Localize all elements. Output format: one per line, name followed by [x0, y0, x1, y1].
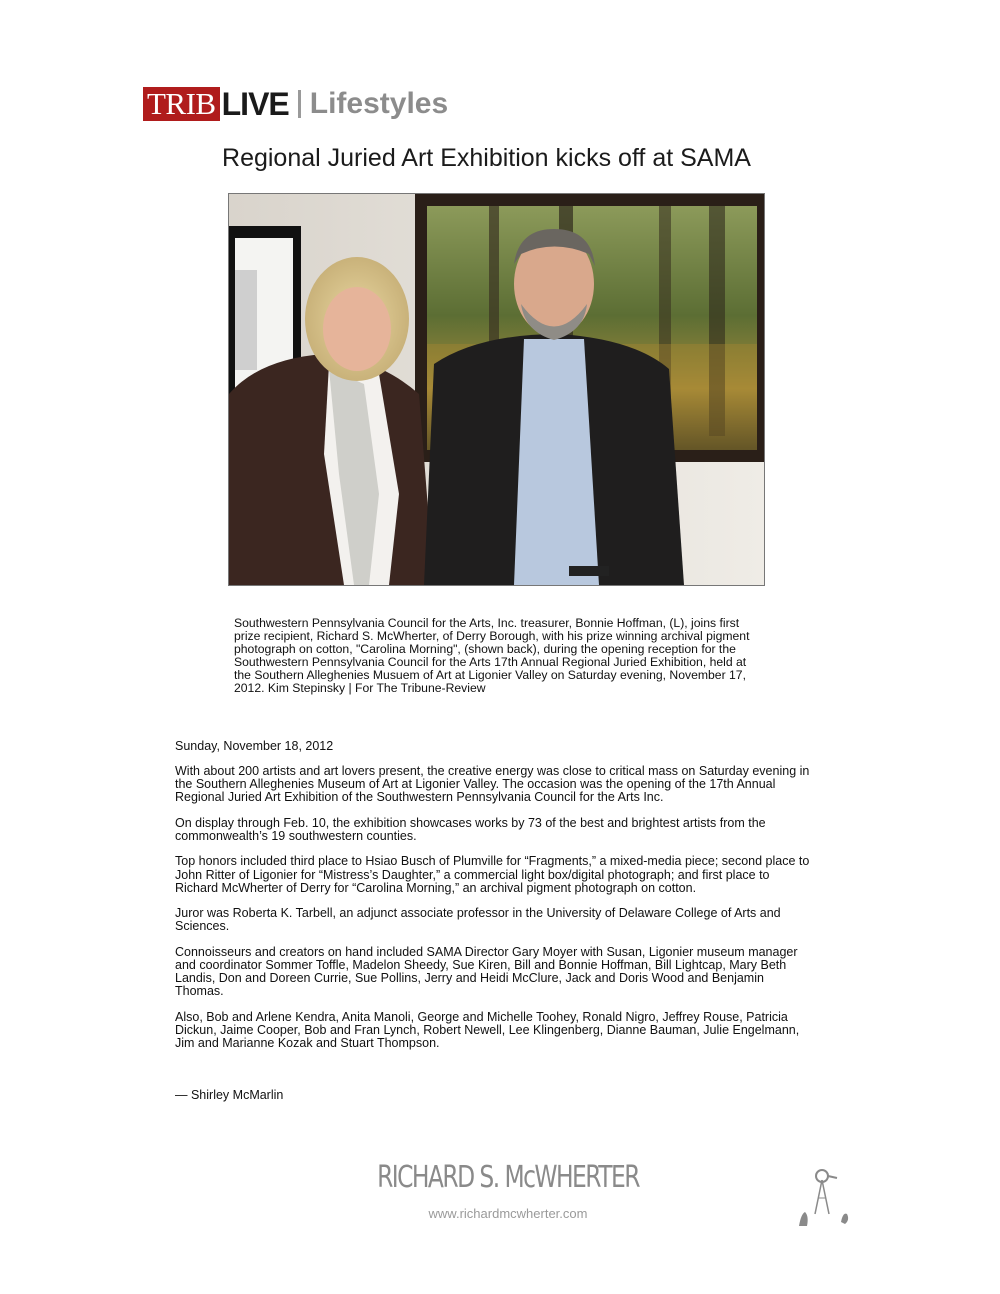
article-paragraph: Top honors included third place to Hsiao Busch of Plumville for “Fragments,” a mixed-media piece; second place to John Ritter of Ligonier for “Mistress’s Daughter,” a commercial light box/digital photograph; and first place to Richard McWherter of Derry for “Carolina Morning,” an archival pigment photograph on cotton. — [175, 854, 810, 895]
article-paragraph: On display through Feb. 10, the exhibition showcases works by 73 of the best and brightest artists from the commonwealth’s 19 southwestern counties. — [175, 815, 766, 843]
article-body — [175, 765, 815, 1063]
article-paragraph: Also, Bob and Arlene Kendra, Anita Manoli, George and Michelle Toohey, Ronald Nigro, Jeffrey Rouse, Patricia Dickun, Jaime Cooper, Bob and Fran Lynch, Robert Newell, Lee Klingenberg, Dianne Bauman, Julie Engelmann, Jim and Marianne Kozak and Stuart Thompson. — [175, 1009, 800, 1050]
article-paragraph: Juror was Roberta K. Tarbell, an adjunct associate professor in the University of Delaware College of Arts and Sciences. — [175, 906, 781, 934]
windmill-icon — [793, 1166, 853, 1233]
article-date: Sunday, November 18, 2012 — [175, 739, 334, 753]
brand-live: LIVE — [221, 85, 289, 122]
footer-website: www.richardmcwherter.com — [428, 1206, 588, 1221]
article-headline: Regional Juried Art Exhibition kicks off at SAMA — [222, 144, 751, 172]
masthead-divider — [298, 90, 301, 118]
masthead-logo — [143, 86, 448, 122]
article-paragraph: Connoisseurs and creators on hand included SAMA Director Gary Moyer with Susan, Ligonier museum manager and coordinator Sommer Toffle, Madelon Sheedy, Sue Kiren, Bill and Bonnie Hoffman, Bill Lightcap, Mary Beth Landis, Don and Doreen Currie, Sue Pollins, Jerry and Heidi McClure, Jack and Doris Wood and Benjamin Thomas. — [175, 944, 798, 999]
photo-caption: Southwestern Pennsylvania Council for the Arts, Inc. treasurer, Bonnie Hoffman, (L), joins first prize recipient, Richard S. McWherter, of Derry Borough, with his prize winning archival pigment photograph on cotton, "Carolina Morning", (shown back), during the opening reception for the Southwestern Pennsylvania Council for the Arts 17th Annual Regional Juried Exhibition, held at the Southern Alleghenies Musuem of Art at Ligonier Valley on Saturday evening, November 17, 2012. Kim Stepinsky | For The Tribune-Review — [234, 616, 750, 696]
footer-artist-name: RICHARD S. McWHERTER — [377, 1160, 639, 1195]
section-name: Lifestyles — [309, 87, 449, 120]
brand-trib: TRIB — [143, 87, 220, 121]
article-paragraph: With about 200 artists and art lovers present, the creative energy was close to critical mass on Saturday evening in the Southern Alleghenies Museum of Art at Ligonier Valley. The occasion was the opening of the 17th Annual Regional Juried Art Exhibition of the Southwestern Pennsylvania Council for the Arts Inc. — [175, 764, 810, 805]
article-photo — [228, 193, 765, 586]
article-byline: — Shirley McMarlin — [175, 1088, 284, 1102]
